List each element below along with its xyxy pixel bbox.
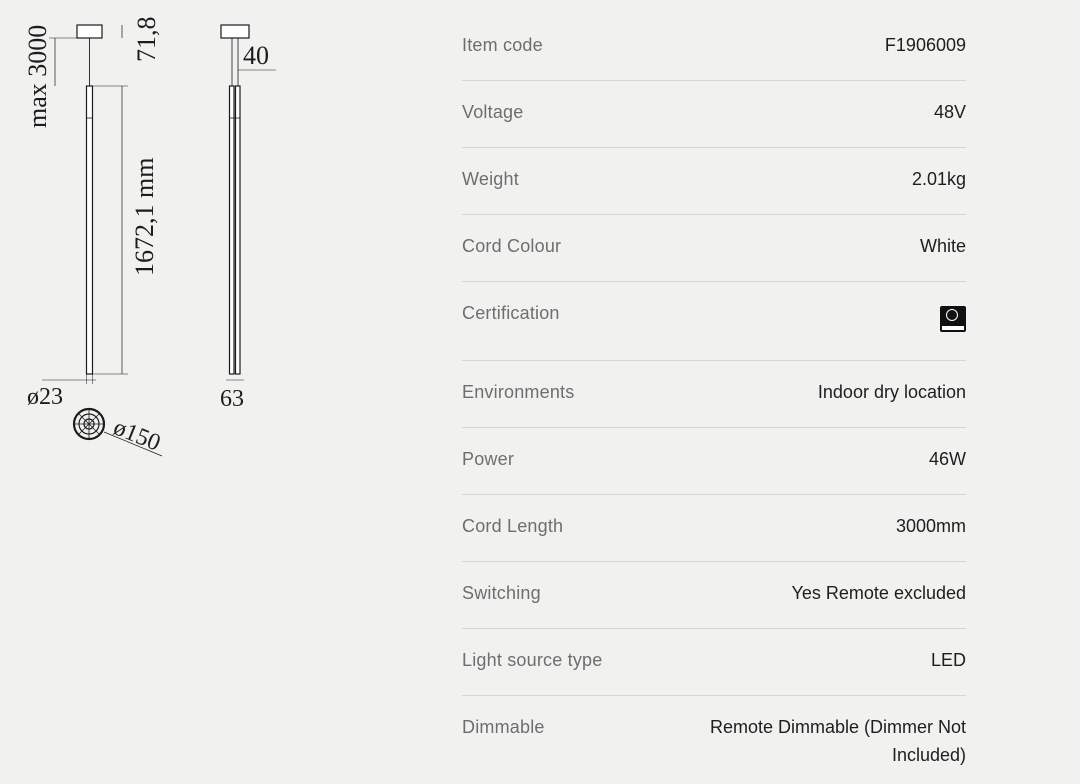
spec-row-cord-colour [462,215,966,282]
spec-row-cord-length [462,495,966,562]
spec-row-light-source [462,629,966,696]
spec-value: 46W [928,449,966,469]
spec-label: Cord Length [462,516,564,536]
technical-drawing [0,0,420,784]
spec-label: Cord Colour [462,236,562,256]
spec-value: Indoor dry location [817,382,966,402]
spec-row-environments [462,361,966,428]
spec-value: F1906009 [884,35,966,55]
spec-label: Switching [462,583,541,603]
spec-label: Weight [462,169,519,189]
spec-label: Certification [462,303,560,323]
spec-label: Light source type [462,650,603,670]
spec-label: Item code [462,35,543,55]
spec-label: Voltage [462,102,524,122]
spec-value: 3000mm [895,516,966,536]
spec-value: White [919,236,966,256]
dim-canopy-dia-label: ø150 [109,414,164,457]
spec-value: Yes Remote excluded [791,583,966,603]
dim-diameter-label: ø23 [27,384,63,410]
spec-label: Power [462,449,515,469]
dim-length-label: 1672,1 mm [130,157,159,276]
spec-value: Remote Dimmable (Dimmer Not Included) [709,717,966,765]
spec-row-switching [462,562,966,629]
dim-side-bottom-label: 63 [220,386,244,412]
specifications-table [462,14,966,776]
spec-label: Dimmable [462,717,545,737]
dim-canopy-label: 71,8 [132,16,161,62]
spec-value: 48V [933,102,966,122]
spec-value: LED [930,650,966,670]
side-view [221,25,276,380]
dim-max-label: max 3000 [23,24,52,128]
spec-row-item-code [462,14,966,81]
dim-side-top-label: 40 [243,41,269,70]
spec-row-voltage [462,81,966,148]
spec-row-weight [462,148,966,215]
spec-row-power [462,428,966,495]
spec-row-certification [462,282,966,361]
spec-label: Environments [462,382,575,402]
front-view [42,25,128,384]
ul-certification-icon [940,306,966,332]
spec-row-dimmable [462,696,966,776]
spec-value: 2.01kg [911,169,966,189]
